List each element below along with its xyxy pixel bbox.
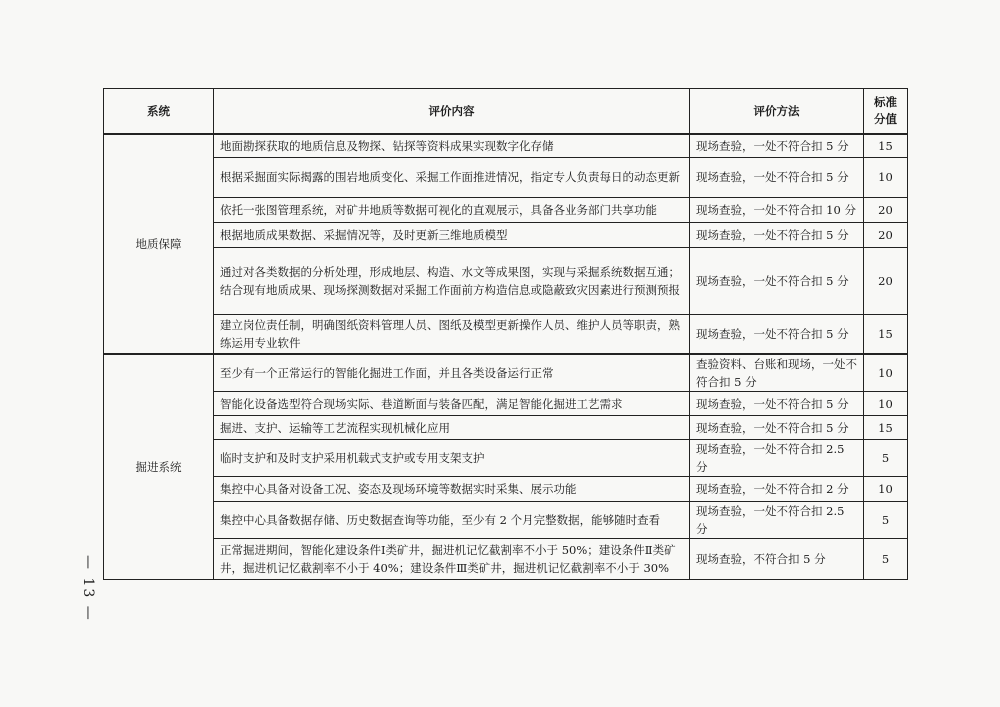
table-row <box>104 197 908 222</box>
method-cell: 现场查验，一处不符合扣 2.5 分 <box>690 440 864 477</box>
method-cell: 现场查验，一处不符合扣 5 分 <box>690 392 864 416</box>
score-cell: 20 <box>864 247 908 314</box>
score-cell: 5 <box>864 539 908 580</box>
score-cell: 15 <box>864 416 908 440</box>
evaluation-table <box>103 88 908 580</box>
header-method: 评价方法 <box>690 89 864 135</box>
score-cell: 5 <box>864 502 908 539</box>
system-cell: 掘进系统 <box>104 354 214 580</box>
content-cell: 临时支护和及时支护采用机载式支护或专用支架支护 <box>214 440 690 477</box>
page-number <box>76 555 100 622</box>
method-cell: 现场查验，一处不符合扣 5 分 <box>690 247 864 314</box>
table-row <box>104 539 908 580</box>
content-cell: 依托一张图管理系统，对矿井地质等数据可视化的直观展示，具备各业务部门共享功能 <box>214 197 690 222</box>
header-row <box>104 89 908 135</box>
content-cell: 至少有一个正常运行的智能化掘进工作面，并且各类设备运行正常 <box>214 354 690 392</box>
system-cell: 地质保障 <box>104 134 214 354</box>
content-cell: 智能化设备选型符合现场实际、巷道断面与装备匹配，满足智能化掘进工艺需求 <box>214 392 690 416</box>
method-cell: 现场查验，不符合扣 5 分 <box>690 539 864 580</box>
page-number-text: — 13 — <box>80 555 96 622</box>
score-cell: 5 <box>864 440 908 477</box>
score-cell: 10 <box>864 354 908 392</box>
header-system: 系统 <box>104 89 214 135</box>
table-row <box>104 157 908 197</box>
score-cell: 20 <box>864 222 908 247</box>
method-cell: 现场查验，一处不符合扣 5 分 <box>690 157 864 197</box>
table-row <box>104 314 908 354</box>
table-row <box>104 440 908 477</box>
method-cell: 现场查验，一处不符合扣 5 分 <box>690 314 864 354</box>
method-cell: 现场查验，一处不符合扣 5 分 <box>690 416 864 440</box>
content-cell: 根据地质成果数据、采掘情况等，及时更新三维地质模型 <box>214 222 690 247</box>
content-cell: 通过对各类数据的分析处理，形成地层、构造、水文等成果图，实现与采掘系统数据互通；结合现有地质成果、现场探测数据对采掘工作面前方构造信息或隐蔽致灾因素进行预测预报 <box>214 247 690 314</box>
table-row <box>104 247 908 314</box>
score-cell: 20 <box>864 197 908 222</box>
method-cell: 现场查验，一处不符合扣 5 分 <box>690 222 864 247</box>
method-cell: 现场查验，一处不符合扣 2 分 <box>690 477 864 502</box>
table-row <box>104 416 908 440</box>
content-cell: 建立岗位责任制，明确图纸资料管理人员、图纸及模型更新操作人员、维护人员等职责，熟练运用专业软件 <box>214 314 690 354</box>
header-content: 评价内容 <box>214 89 690 135</box>
content-cell: 地面勘探获取的地质信息及物探、钻探等资料成果实现数字化存储 <box>214 134 690 157</box>
score-cell: 15 <box>864 134 908 157</box>
score-cell: 10 <box>864 477 908 502</box>
score-cell: 15 <box>864 314 908 354</box>
table-row <box>104 222 908 247</box>
content-cell: 掘进、支护、运输等工艺流程实现机械化应用 <box>214 416 690 440</box>
table-row <box>104 392 908 416</box>
table-row <box>104 134 908 157</box>
content-cell: 根据采掘面实际揭露的围岩地质变化、采掘工作面推进情况，指定专人负责每日的动态更新 <box>214 157 690 197</box>
header-score: 标准 分值 <box>864 89 908 135</box>
table-row <box>104 477 908 502</box>
content-cell: 正常掘进期间，智能化建设条件Ⅰ类矿井，掘进机记忆截割率不小于 50%；建设条件Ⅱ类矿井，掘进机记忆截割率不小于 40%；建设条件Ⅲ类矿井，掘进机记忆截割率不小于 30% <box>214 539 690 580</box>
method-cell: 现场查验，一处不符合扣 5 分 <box>690 134 864 157</box>
content-cell: 集控中心具备数据存储、历史数据查询等功能，至少有 2 个月完整数据，能够随时查看 <box>214 502 690 539</box>
score-cell: 10 <box>864 157 908 197</box>
table-row <box>104 502 908 539</box>
table-row <box>104 354 908 392</box>
content-cell: 集控中心具备对设备工况、姿态及现场环境等数据实时采集、展示功能 <box>214 477 690 502</box>
method-cell: 查验资料、台账和现场，一处不符合扣 5 分 <box>690 354 864 392</box>
method-cell: 现场查验，一处不符合扣 2.5 分 <box>690 502 864 539</box>
method-cell: 现场查验，一处不符合扣 10 分 <box>690 197 864 222</box>
score-cell: 10 <box>864 392 908 416</box>
